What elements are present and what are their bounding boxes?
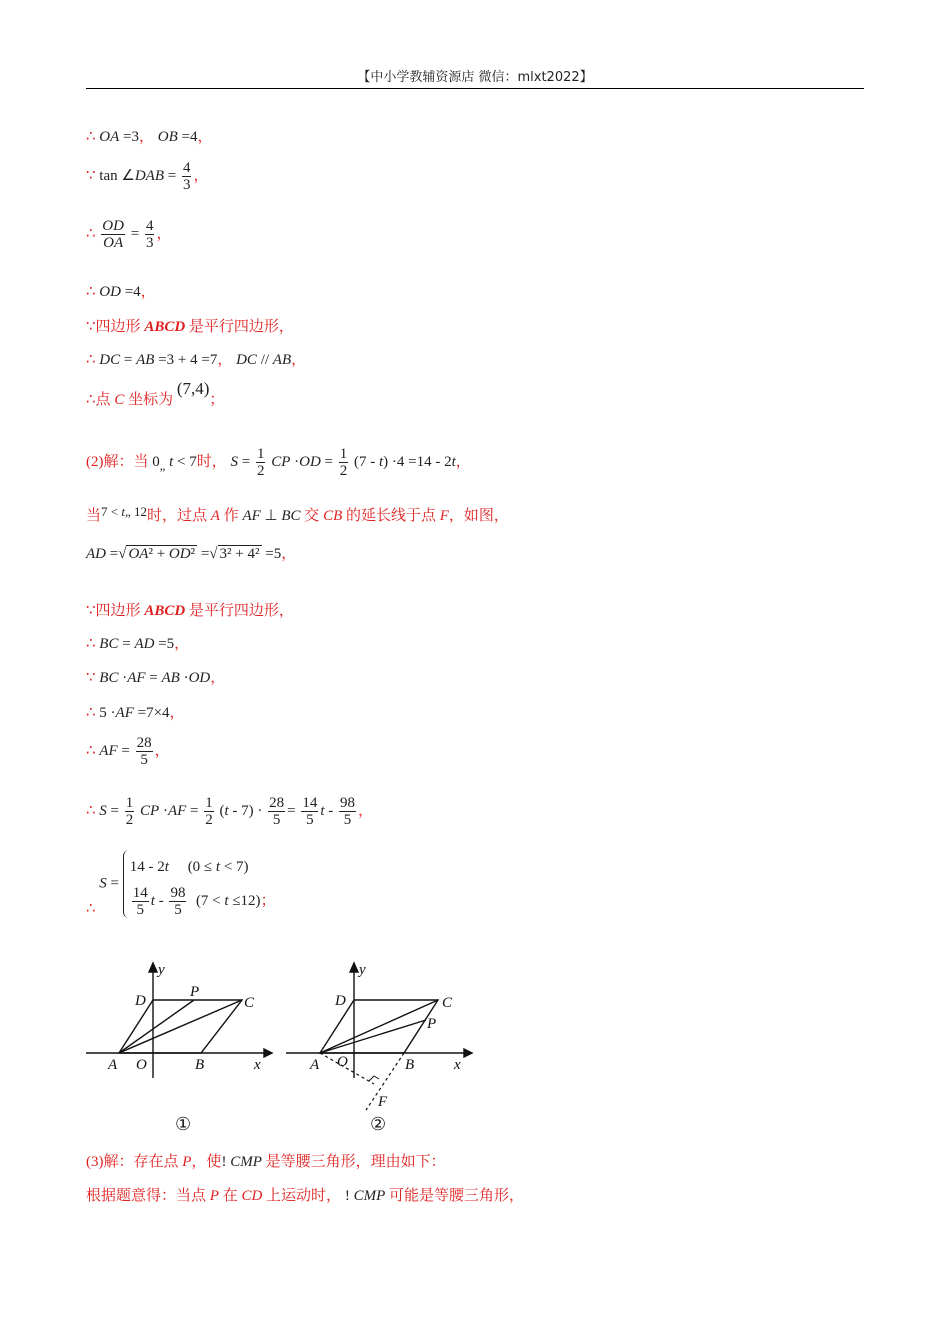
svg-text:C: C xyxy=(442,995,453,1011)
part3-intro: (3)解：存在点 P，使! CMP 是等腰三角形，理由如下： xyxy=(86,1154,446,1170)
figure-2-caption: ② xyxy=(370,1114,387,1135)
proof-line-af: ∴ AF = $\frac{28}{5}$ ， xyxy=(86,735,170,768)
svg-text:y: y xyxy=(158,962,165,978)
proof-line-parallelogram-1: ∵四边形 ABCD 是平行四边形， xyxy=(86,317,294,335)
because-symbol: ∵ xyxy=(86,165,96,184)
therefore-symbol: ∴ xyxy=(86,127,96,145)
svg-text:P: P xyxy=(427,1016,437,1032)
svg-text:x: x xyxy=(254,1057,261,1073)
proof-line-bc: ∴ BC = AD =5， xyxy=(86,634,190,652)
svg-text:F: F xyxy=(378,1094,388,1110)
figure-1-caption: ① xyxy=(175,1114,192,1135)
svg-text:D: D xyxy=(335,993,346,1009)
svg-text:D: D xyxy=(135,993,146,1009)
part3-reason: 根据题意得：当点 P 在 CD 上运动时， ! CMP 可能是等腰三角形， xyxy=(86,1188,524,1204)
figure-2 xyxy=(286,960,476,1112)
proof-line-area-eq: ∵ BC ·AF = AB ·OD， xyxy=(86,668,226,686)
svg-text:y: y xyxy=(359,962,366,978)
page-header: 【中小学教辅资源店 微信：mlxt2022】 xyxy=(86,66,864,89)
proof-line-ad: AD =√ OA² + OD² =√ 3² + 4² =5， xyxy=(86,546,297,562)
proof-line-parallelogram-2: ∵四边形 ABCD 是平行四边形， xyxy=(86,601,294,619)
proof-line-dc: ∴ DC = AB =3 + 4 =7， DC // AB， xyxy=(86,350,307,368)
proof-line-tan: ∵ tan ∠DAB = $\frac{4}{3}$ ， xyxy=(86,160,209,193)
svg-text:B: B xyxy=(195,1057,205,1073)
svg-text:P: P xyxy=(190,984,200,1000)
svg-text:B: B xyxy=(405,1057,415,1073)
proof-line-5af: ∴ 5 ·AF =7×4， xyxy=(86,703,185,721)
proof-line-od: ∴ OD =4， xyxy=(86,282,156,300)
proof-line-s-case2: ∴ S = $\frac{1}{2}$ CP ·AF = $\frac{1}{2}$ (t - 7) · $\frac{28}{5}$ = $\frac{14}{5}$ t - $\frac{98}{5}$ ， xyxy=(86,795,374,828)
part2-case1: (2)解：当 $0_„$ t < 7时， S = $\frac{1}{2}$ CP ·OD = $\frac{1}{2}$ (7 - t) ·4 =14 - 2t， xyxy=(86,446,471,479)
svg-text:C: C xyxy=(244,995,255,1011)
piecewise-result: ∴ S = 14 - 2t (0 ≤ t < 7) $\frac{14}{5}$ t - $\frac{98}{5}$ (7 < t ≤12)； xyxy=(86,850,276,918)
figure-1 xyxy=(86,960,276,1080)
svg-text:x: x xyxy=(454,1057,461,1073)
proof-line-ratio: ∴ $\frac{OD}{OA}$ = $\frac{4}{3}$ ， xyxy=(86,218,172,251)
proof-line-oa-ob: ∴ OA =3， OB =4， xyxy=(86,127,213,145)
svg-text:A: A xyxy=(310,1057,320,1073)
svg-text:O: O xyxy=(136,1057,147,1073)
part2-case2-intro: 当7 < t„ 12时，过点 A 作 AF ⊥ BC 交 CB 的延长线于点 F，如图， xyxy=(86,504,509,524)
proof-line-point-c: ∴点 C 坐标为 (7,4)； xyxy=(86,379,225,408)
svg-text:A: A xyxy=(108,1057,118,1073)
svg-text:O: O xyxy=(337,1054,348,1070)
